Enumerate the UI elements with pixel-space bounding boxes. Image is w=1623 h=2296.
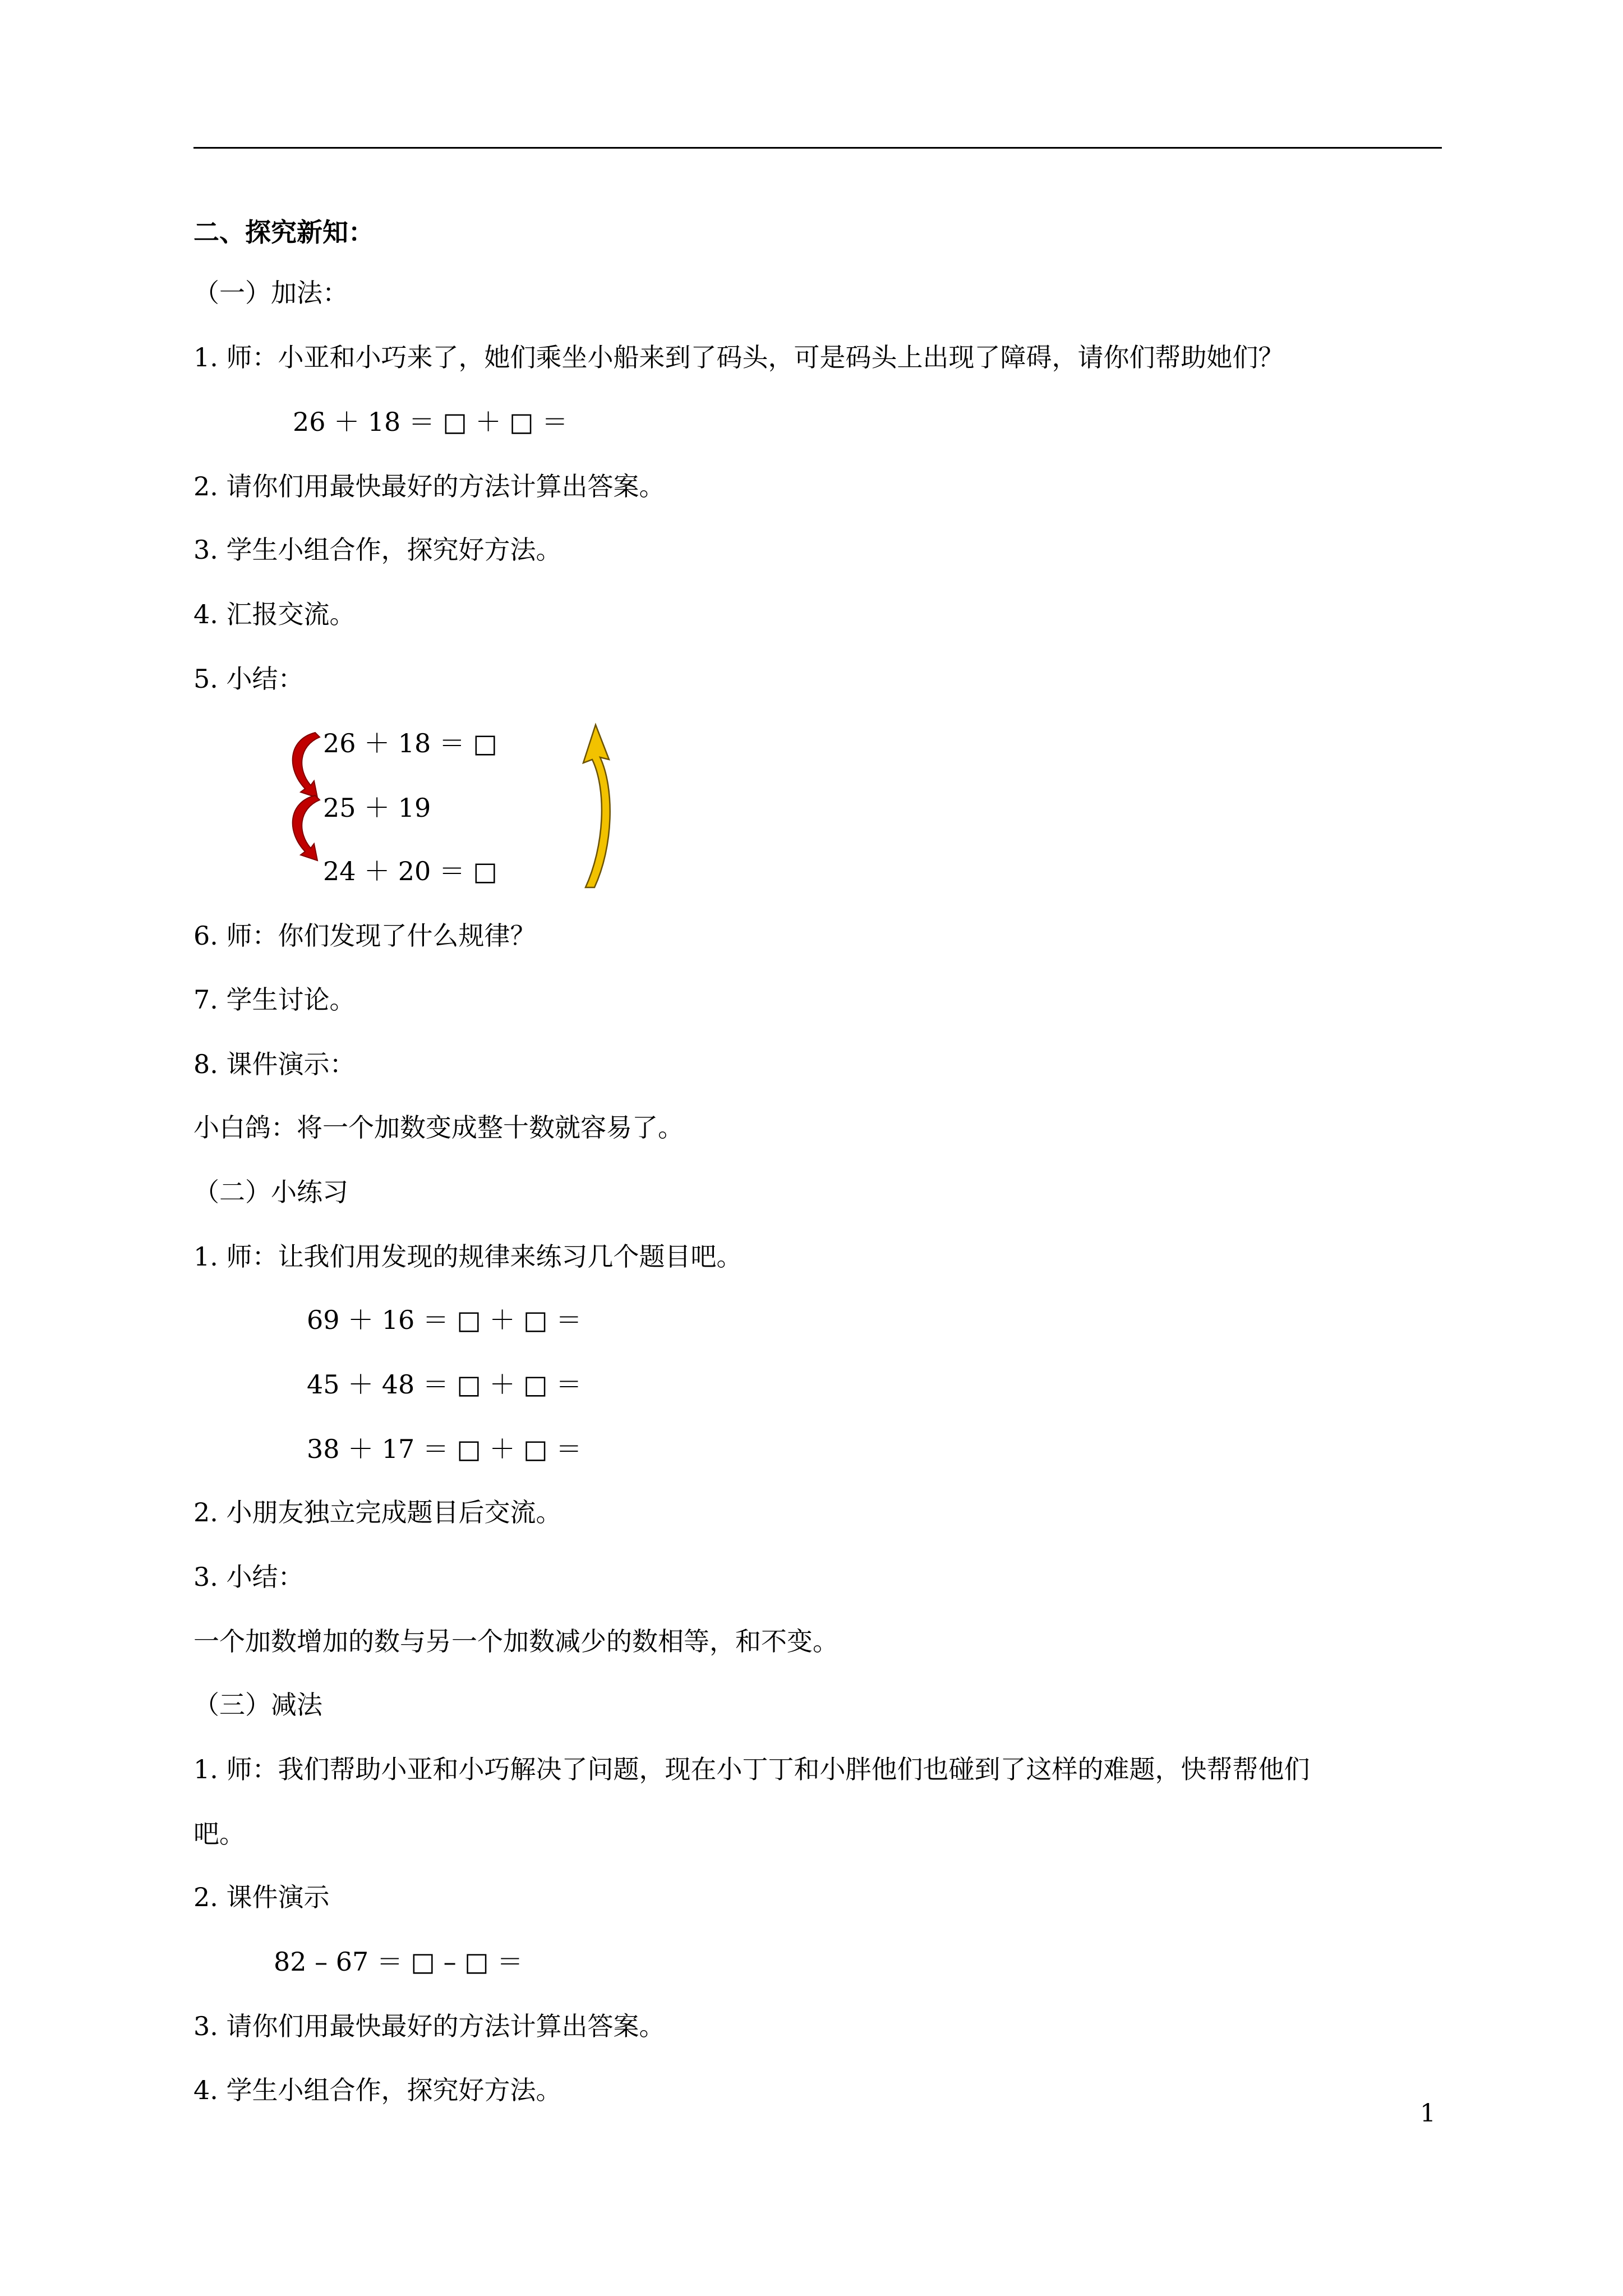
addition-step-3: 3. 学生小组合作，探究好方法。 xyxy=(193,535,562,565)
page-number: 1 xyxy=(1420,2099,1436,2128)
subtraction-heading: （三）减法 xyxy=(193,1690,322,1720)
subtraction-step-3: 3. 请你们用最快最好的方法计算出答案。 xyxy=(193,2011,665,2041)
curved-red-arrow-icon xyxy=(280,729,325,802)
addition-step-5: 5. 小结： xyxy=(193,664,304,694)
addition-step-6: 6. 师：你们发现了什么规律？ xyxy=(193,921,536,951)
addition-step-8: 8. 课件演示： xyxy=(193,1049,356,1079)
subtraction-step-4: 4. 学生小组合作，探究好方法。 xyxy=(193,2075,562,2105)
subtraction-step-2: 2. 课件演示 xyxy=(193,1882,330,1912)
addition-step-7: 7. 学生讨论。 xyxy=(193,984,356,1015)
header-rule xyxy=(193,147,1442,149)
practice-equation-2: 45 ＋ 48 ＝ □ ＋ □ ＝ xyxy=(307,1369,582,1400)
addition-note: 小白鸽：将一个加数变成整十数就容易了。 xyxy=(193,1112,684,1143)
curved-yellow-up-arrow-icon xyxy=(578,723,617,891)
section-title: 二、探究新知： xyxy=(193,217,374,247)
practice-equation-3: 38 ＋ 17 ＝ □ ＋ □ ＝ xyxy=(307,1434,582,1464)
summary-line-3: 24 ＋ 20 ＝ □ xyxy=(323,856,498,886)
summary-line-2: 25 ＋ 19 xyxy=(323,793,431,823)
addition-step-4: 4. 汇报交流。 xyxy=(193,599,356,629)
practice-heading: （二）小练习 xyxy=(193,1177,348,1207)
addition-heading: （一）加法： xyxy=(193,278,348,308)
addition-step-1: 1. 师：小亚和小巧来了，她们乘坐小船来到了码头，可是码头上出现了障碍，请你们帮助她们？ xyxy=(193,342,1284,372)
addition-step-2: 2. 请你们用最快最好的方法计算出答案。 xyxy=(193,471,665,501)
curved-red-arrow-icon xyxy=(280,792,325,865)
practice-equation-1: 69 ＋ 16 ＝ □ ＋ □ ＝ xyxy=(307,1305,582,1335)
subtraction-step-1-continued: 吧。 xyxy=(193,1819,245,1849)
subtraction-step-1: 1. 师：我们帮助小亚和小巧解决了问题，现在小丁丁和小胖他们也碰到了这样的难题，快帮帮他们 xyxy=(193,1754,1310,1784)
practice-step-2: 2. 小朋友独立完成题目后交流。 xyxy=(193,1497,562,1527)
practice-rule: 一个加数增加的数与另一个加数减少的数相等，和不变。 xyxy=(193,1626,838,1657)
practice-step-1: 1. 师：让我们用发现的规律来练习几个题目吧。 xyxy=(193,1241,743,1272)
subtraction-equation: 82 – 67 ＝ □ – □ ＝ xyxy=(274,1947,523,1977)
practice-step-3: 3. 小结： xyxy=(193,1562,304,1592)
summary-line-1: 26 ＋ 18 ＝ □ xyxy=(323,728,498,758)
addition-equation: 26 ＋ 18 ＝ □ ＋ □ ＝ xyxy=(293,407,568,437)
